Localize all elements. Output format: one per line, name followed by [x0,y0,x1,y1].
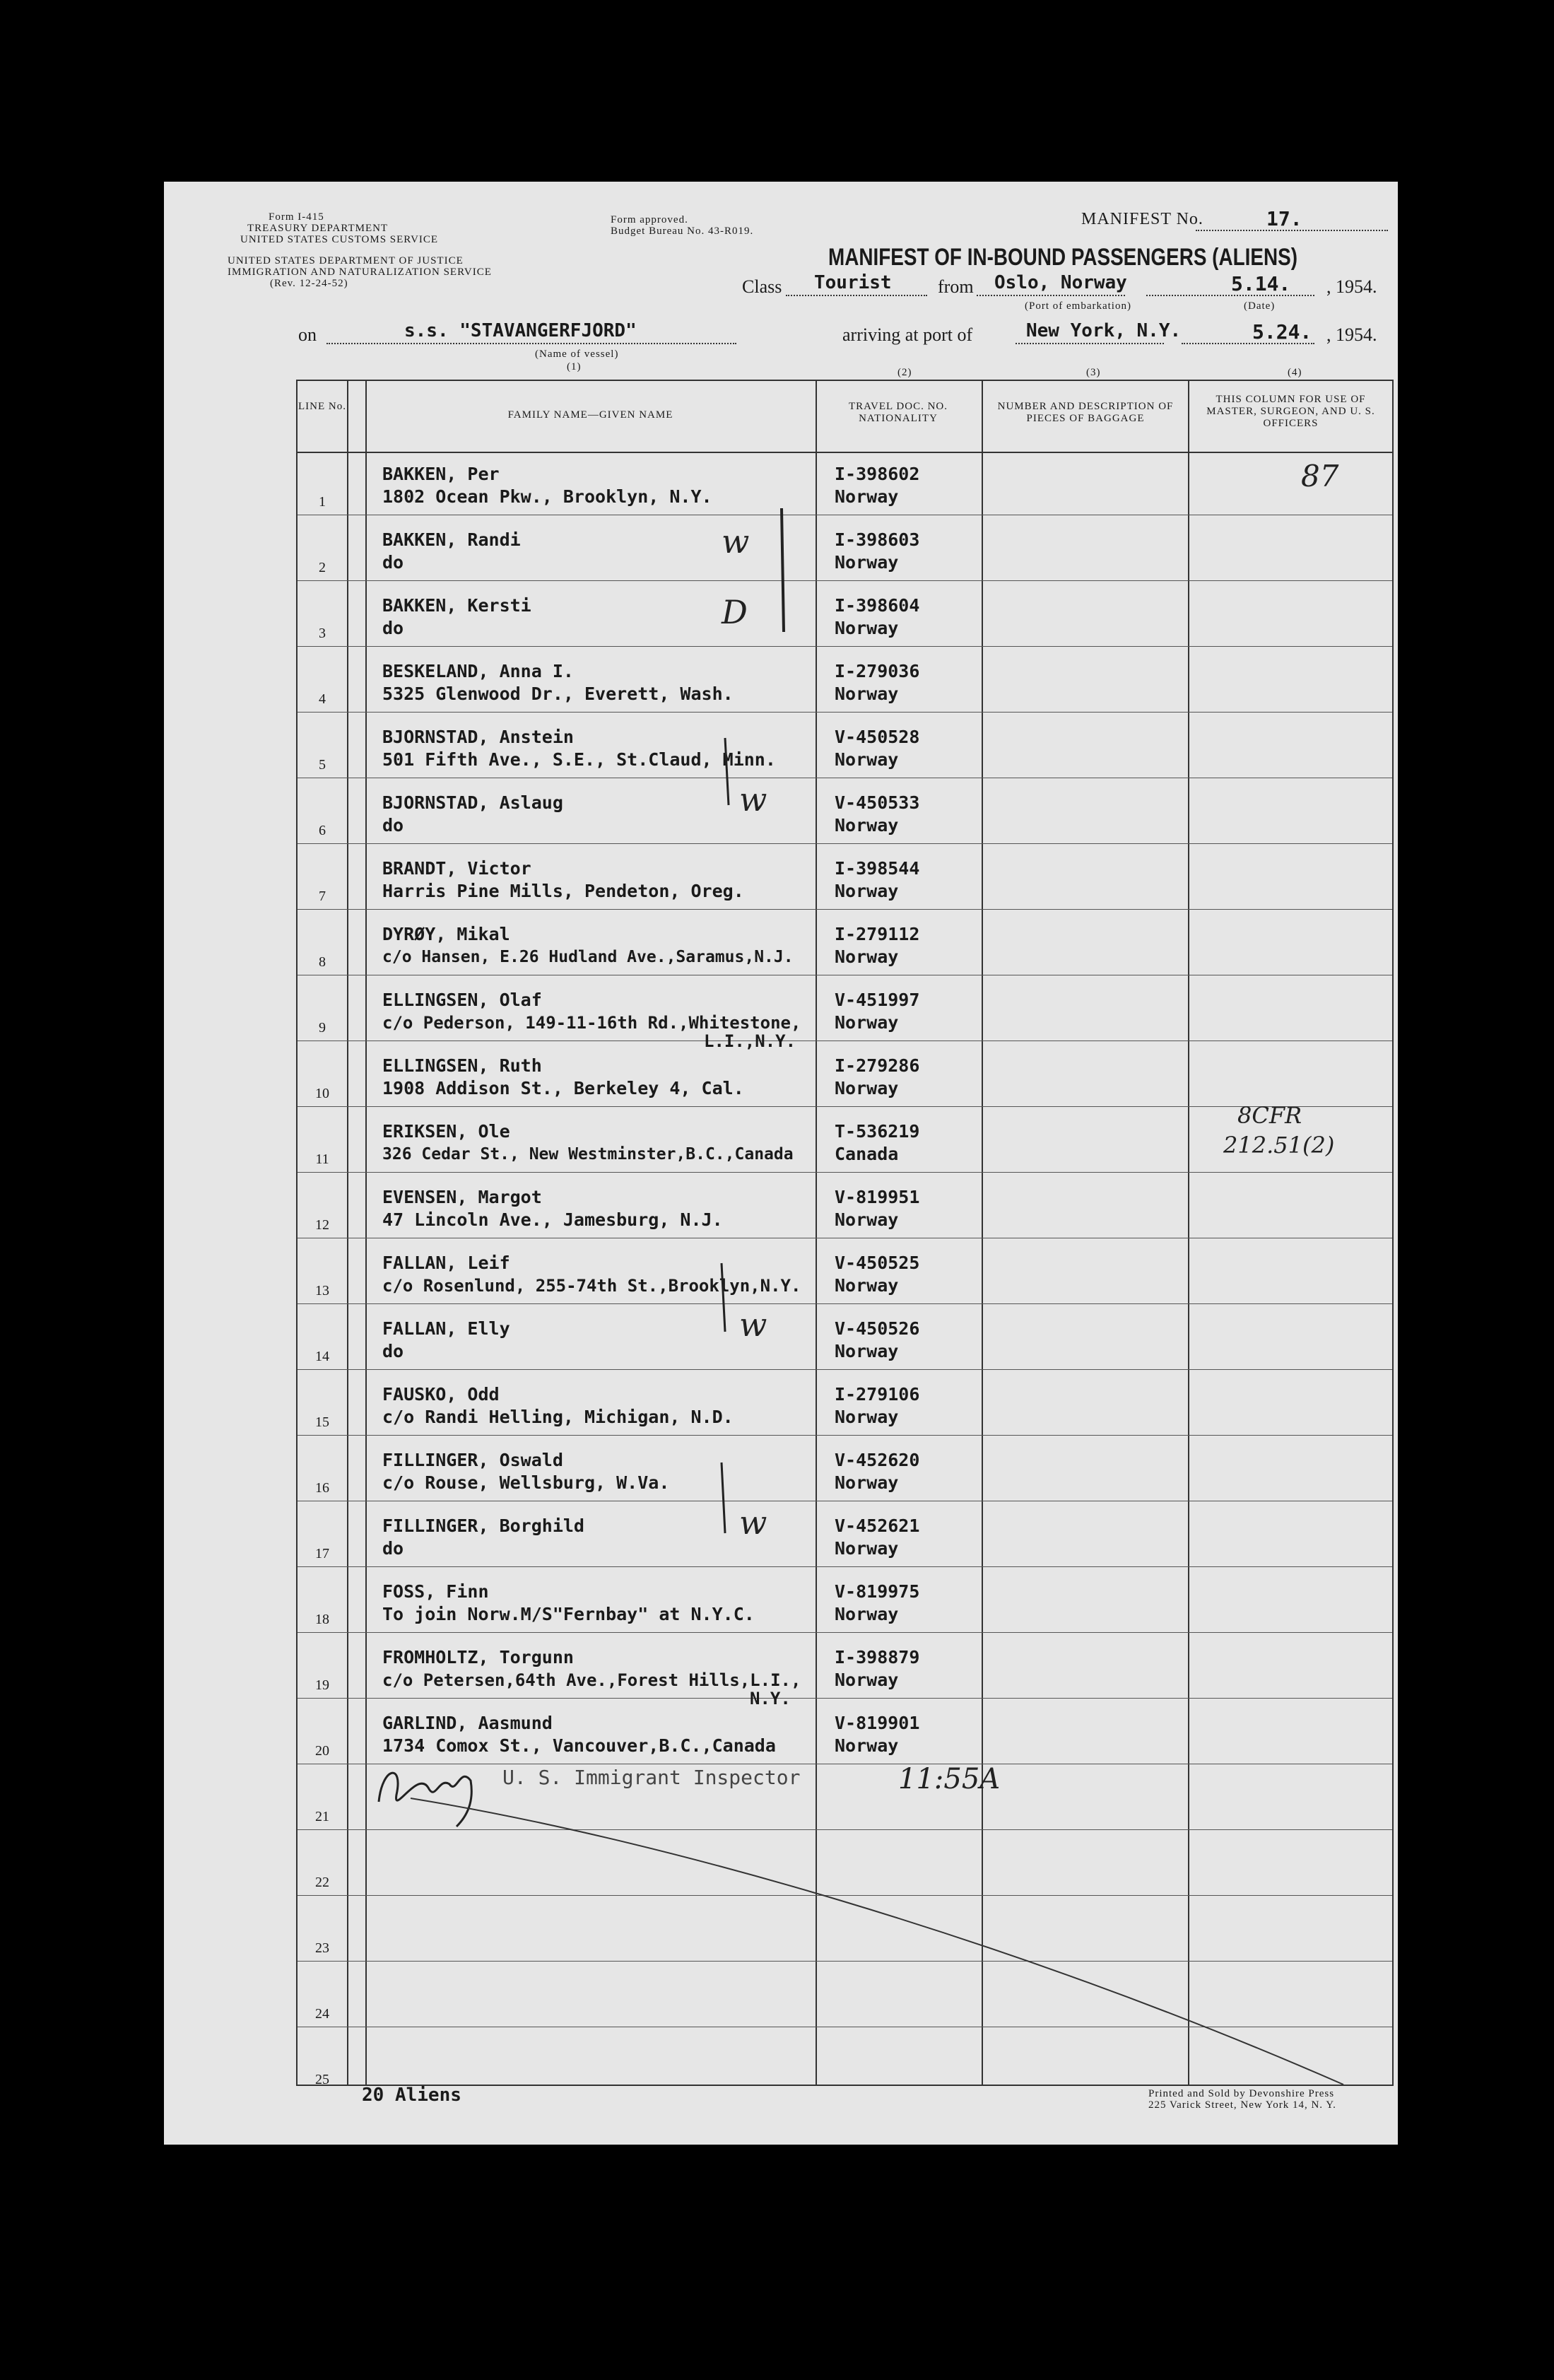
travel-doc-no: T-536219 [835,1121,920,1142]
line-number: 20 [315,1743,329,1759]
passenger-address: do [382,1538,404,1559]
passenger-name: FILLINGER, Borghild [382,1516,584,1536]
name-header: FAMILY NAME—GIVEN NAME [507,409,673,421]
travel-doc-no: V-819975 [835,1581,920,1602]
passenger-address: c/o Petersen,64th Ave.,Forest Hills,L.I., [382,1670,801,1690]
line-number: 3 [319,626,326,641]
travel-doc-header: TRAVEL DOC. NO. NATIONALITY [848,401,948,424]
line-number: 19 [315,1677,329,1693]
handwritten-strokes [298,381,1392,2085]
line-number: 2 [319,560,326,575]
manifest-number: 17. [1266,207,1302,230]
passenger-address: 1908 Addison St., Berkeley 4, Cal. [382,1078,744,1098]
passenger-address: 1802 Ocean Pkw., Brooklyn, N.Y. [382,486,712,507]
passenger-address: 1734 Comox St., Vancouver,B.C.,Canada [382,1735,776,1756]
travel-doc-no: V-452621 [835,1516,920,1536]
handwritten-time: 11:55A [898,1763,1001,1795]
col-num-4: (4) [1288,367,1302,378]
line-number: 17 [315,1546,329,1561]
passenger-name: GARLIND, Aasmund [382,1713,553,1733]
nationality: Norway [835,1209,899,1230]
passenger-address: 326 Cedar St., New Westminster,B.C.,Canada [382,1145,794,1163]
class-line [786,295,927,296]
nationality: Norway [835,1538,899,1559]
travel-doc-no: I-398544 [835,858,920,879]
line-number: 6 [319,823,326,838]
line-number: 7 [319,889,326,904]
inspector-signature [379,1773,471,1827]
passenger-name: ELLINGSEN, Olaf [382,990,542,1010]
customs-service: UNITED STATES CUSTOMS SERVICE [240,234,439,245]
line-number: 15 [315,1414,329,1430]
passenger-address: c/o Rouse, Wellsburg, W.Va. [382,1472,670,1493]
printer-line-2: 225 Varick Street, New York 14, N. Y. [1148,2099,1336,2111]
passenger-address: do [382,815,404,836]
passenger-name: FALLAN, Elly [382,1318,510,1339]
travel-doc-no: V-450526 [835,1318,920,1339]
passenger-address: do [382,618,404,638]
nationality: Norway [835,1735,899,1756]
travel-doc-no: I-279286 [835,1055,920,1076]
line-number: 14 [315,1349,329,1364]
passenger-name: BJORNSTAD, Aslaug [382,792,563,813]
line-number: 9 [319,1020,326,1036]
travel-doc-no: V-450528 [835,727,920,747]
line-number: 11 [315,1151,329,1167]
passenger-address: c/o Hansen, E.26 Hudland Ave.,Saramus,N.J. [382,948,794,966]
embarkation-year: , 1954. [1326,276,1377,297]
vertical-bracket-mark [722,1263,725,1332]
nationality: Norway [835,552,899,573]
budget-bureau: Budget Bureau No. 43-R019. [611,225,754,237]
travel-doc-no: I-398879 [835,1647,920,1667]
passenger-name: BJORNSTAD, Anstein [382,727,574,747]
travel-doc-no: I-398603 [835,529,920,550]
manifest-page [164,182,1398,2145]
arrival-year: , 1954. [1326,324,1377,345]
arrival-port: New York, N.Y. [1026,320,1182,341]
nationality: Norway [835,684,899,704]
class-label: Class [742,276,782,297]
travel-doc-no: I-398602 [835,464,920,484]
line-number: 22 [315,1875,329,1890]
line-no-header: LINE No. [298,401,346,412]
form-number: Form I-415 [269,211,324,223]
manifest-title: MANIFEST OF IN-BOUND PASSENGERS (ALIENS) [828,244,1297,271]
arrival-port-line [1016,343,1164,344]
travel-doc-no: V-450525 [835,1253,920,1273]
class-value: Tourist [814,272,892,293]
nationality: Norway [835,815,899,836]
passenger-address-cont: L.I.,N.Y. [704,1031,796,1051]
nationality: Norway [835,1275,899,1296]
travel-doc-no: I-279106 [835,1384,920,1405]
passenger-address: Harris Pine Mills, Pendeton, Oreg. [382,881,744,901]
nationality: Norway [835,1604,899,1624]
travel-doc-no: I-279036 [835,661,920,681]
port-caption: (Port of embarkation) [1025,300,1131,312]
nationality: Norway [835,946,899,967]
line-number: 1 [319,494,326,510]
arriving-label: arriving at port of [842,324,973,345]
passenger-address: 47 Lincoln Ave., Jamesburg, N.J. [382,1209,723,1230]
justice-dept: UNITED STATES DEPARTMENT OF JUSTICE [228,255,464,266]
passenger-name: FOSS, Finn [382,1581,489,1602]
nationality: Norway [835,1670,899,1690]
total-aliens: 20 Aliens [362,2085,461,2106]
vessel-name: s.s. "STAVANGERFJORD" [404,320,637,341]
nationality: Norway [835,749,899,770]
handwritten-cfr-section: 212.51(2) [1223,1132,1335,1159]
travel-doc-no: V-452620 [835,1450,920,1470]
vertical-bracket-mark [722,1462,725,1533]
line-number: 18 [315,1612,329,1627]
passenger-name: FILLINGER, Oswald [382,1450,563,1470]
treasury-dept: TREASURY DEPARTMENT [247,223,389,234]
passenger-name: FAUSKO, Odd [382,1384,500,1405]
line-number: 25 [315,2072,329,2087]
line-number: 8 [319,954,326,970]
inspector-title: U. S. Immigrant Inspector [502,1766,801,1789]
line-number: 13 [315,1283,329,1299]
revision-date: (Rev. 12-24-52) [270,278,348,289]
travel-doc-no: V-451997 [835,990,920,1010]
line-number: 4 [319,691,326,707]
handwritten-mark: w [739,780,767,819]
form-approved: Form approved. [611,214,688,225]
passenger-name: BAKKEN, Per [382,464,500,484]
col-num-1: (1) [567,361,582,373]
nationality: Norway [835,486,899,507]
passenger-name: BRANDT, Victor [382,858,531,879]
passenger-table [296,380,1394,2086]
passenger-name: BESKELAND, Anna I. [382,661,574,681]
passenger-name: FALLAN, Leif [382,1253,510,1273]
ins-service: IMMIGRATION AND NATURALIZATION SERVICE [228,266,492,278]
nationality: Norway [835,618,899,638]
nationality: Norway [835,1407,899,1427]
handwritten-mark: w [739,1306,767,1344]
nationality: Norway [835,881,899,901]
diagonal-cancel-line [411,1798,1343,2085]
passenger-name: ERIKSEN, Ole [382,1121,510,1142]
travel-doc-no: I-398604 [835,595,920,616]
line-number: 21 [315,1809,329,1824]
passenger-name: EVENSEN, Margot [382,1187,542,1207]
travel-doc-no: V-819951 [835,1187,920,1207]
vessel-caption: (Name of vessel) [535,348,619,360]
passenger-address: c/o Rosenlund, 255-74th St.,Brooklyn,N.Y. [382,1276,801,1296]
handwritten-mark: D [722,593,748,631]
passenger-address: do [382,1341,404,1361]
passenger-address: 5325 Glenwood Dr., Everett, Wash. [382,684,734,704]
travel-doc-no: V-450533 [835,792,920,813]
nationality: Norway [835,1341,899,1361]
passenger-name: FROMHOLTZ, Torgunn [382,1647,574,1667]
line-number: 16 [315,1480,329,1496]
vertical-bracket-mark [782,508,784,632]
nationality: Norway [835,1012,899,1033]
baggage-header: NUMBER AND DESCRIPTION OF PIECES OF BAGGAGE [997,401,1174,424]
handwritten-mark: w [739,1503,767,1542]
officers-header: THIS COLUMN FOR USE OF MASTER, SURGEON, AND U. S. OFFICERS [1206,394,1375,429]
from-label: from [938,276,974,297]
line-number: 10 [315,1086,329,1101]
manifest-label: MANIFEST No. [1081,210,1203,228]
passenger-address-cont: N.Y. [750,1689,791,1708]
passenger-name: DYRØY, Mikal [382,924,510,944]
passenger-name: BAKKEN, Randi [382,529,521,550]
embarkation-date: 5.14. [1231,272,1291,295]
line-number: 23 [315,1940,329,1956]
line-number: 24 [315,2006,329,2022]
port-line [977,295,1125,296]
passenger-address: c/o Pederson, 149-11-16th Rd.,Whitestone, [382,1013,801,1033]
passenger-address: c/o Randi Helling, Michigan, N.D. [382,1407,734,1427]
handwritten-cfr: 8CFR [1237,1102,1302,1129]
nationality: Norway [835,1472,899,1493]
passenger-name: BAKKEN, Kersti [382,595,531,616]
port-of-embarkation: Oslo, Norway [994,272,1127,293]
passenger-name: ELLINGSEN, Ruth [382,1055,542,1076]
date-caption: (Date) [1244,300,1276,312]
nationality: Canada [835,1144,899,1164]
col-num-3: (3) [1086,367,1101,378]
travel-doc-no: I-279112 [835,924,920,944]
on-label: on [298,324,317,345]
line-number: 5 [319,757,326,773]
vessel-line [326,343,736,344]
col-num-2: (2) [897,367,912,378]
arrival-date: 5.24. [1252,320,1312,344]
travel-doc-no: V-819901 [835,1713,920,1733]
nationality: Norway [835,1078,899,1098]
line-number: 12 [315,1217,329,1233]
passenger-address: 501 Fifth Ave., S.E., St.Claud, Minn. [382,749,776,770]
printer-line-1: Printed and Sold by Devonshire Press [1148,2088,1335,2099]
handwritten-count: 87 [1301,459,1339,493]
passenger-address: do [382,552,404,573]
passenger-address: To join Norw.M/S"Fernbay" at N.Y.C. [382,1604,755,1624]
handwritten-mark: w [722,522,750,561]
vertical-bracket-mark [725,738,729,805]
